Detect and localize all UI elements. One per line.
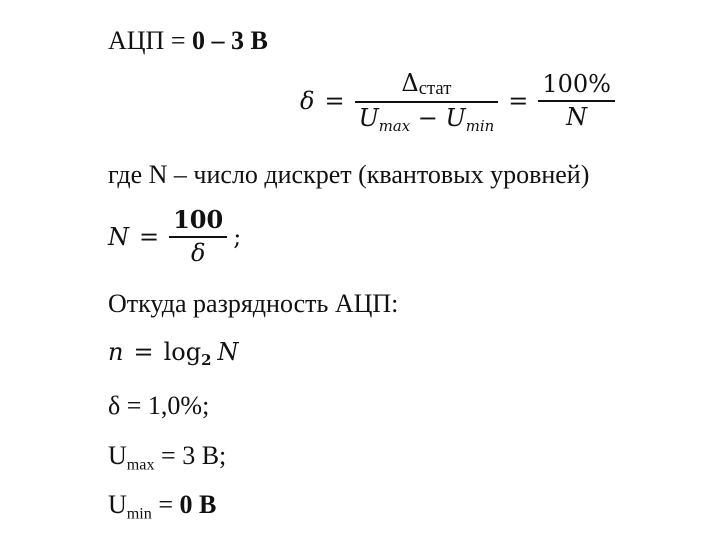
umin-subscript: min (465, 117, 495, 136)
umax-sub: max (126, 456, 155, 474)
whence-text: Откуда разрядность АЦП: (108, 289, 399, 318)
equals-sign-4: = (133, 338, 154, 366)
umax-value (108, 441, 227, 474)
bits-formula (108, 338, 239, 370)
equals-sign-2: = (508, 87, 529, 116)
log-base: 2 (201, 351, 212, 370)
percent-denominator: N (566, 103, 588, 132)
umin-number: 0 В (179, 490, 217, 519)
fraction-bar (355, 101, 499, 103)
fraction-bar-2 (538, 100, 615, 102)
umin-symbol: U (445, 104, 466, 133)
equals-sign: = (324, 87, 345, 116)
bits-symbol: n (108, 338, 124, 366)
umax-subscript: max (378, 117, 411, 136)
umax-symbol: U (358, 104, 379, 133)
levels-numerator: 100 (173, 205, 224, 234)
umax-u: U (108, 441, 127, 470)
umin-u: U (108, 490, 127, 519)
percent-fraction (538, 71, 615, 132)
error-fraction (355, 69, 499, 136)
percent-numerator: 100% (542, 69, 611, 98)
umin-eq: = (151, 490, 180, 519)
where-text: где N – число дискрет (квантовых уровней) (108, 160, 590, 189)
adc-range-line (108, 28, 268, 54)
levels-denominator: δ (190, 238, 206, 267)
delta-value: δ = 1,0%; (108, 391, 210, 420)
delta-stat-subscript: стат (418, 77, 452, 99)
equals-sign-3: = (139, 222, 160, 251)
umax-rest: = 3 В; (154, 441, 227, 470)
levels-formula (108, 206, 241, 267)
error-denominator (355, 104, 499, 136)
umin-value (108, 490, 217, 523)
adc-range-value: 0 – 3 В (192, 26, 268, 55)
semicolon: ; (233, 222, 242, 251)
error-numerator (397, 70, 455, 99)
fraction-bar-3 (169, 236, 227, 238)
minus-sign: − (410, 104, 446, 133)
adc-range-label: АЦП = (108, 26, 192, 55)
levels-fraction (169, 206, 227, 267)
delta-stat-symbol: Δ (401, 69, 419, 97)
delta-symbol: δ (300, 87, 315, 116)
n-symbol: N (108, 222, 129, 251)
resolution-formula (300, 69, 615, 136)
umin-sub: min (126, 505, 152, 523)
log-function: log (163, 338, 202, 366)
log-argument: N (217, 338, 239, 366)
